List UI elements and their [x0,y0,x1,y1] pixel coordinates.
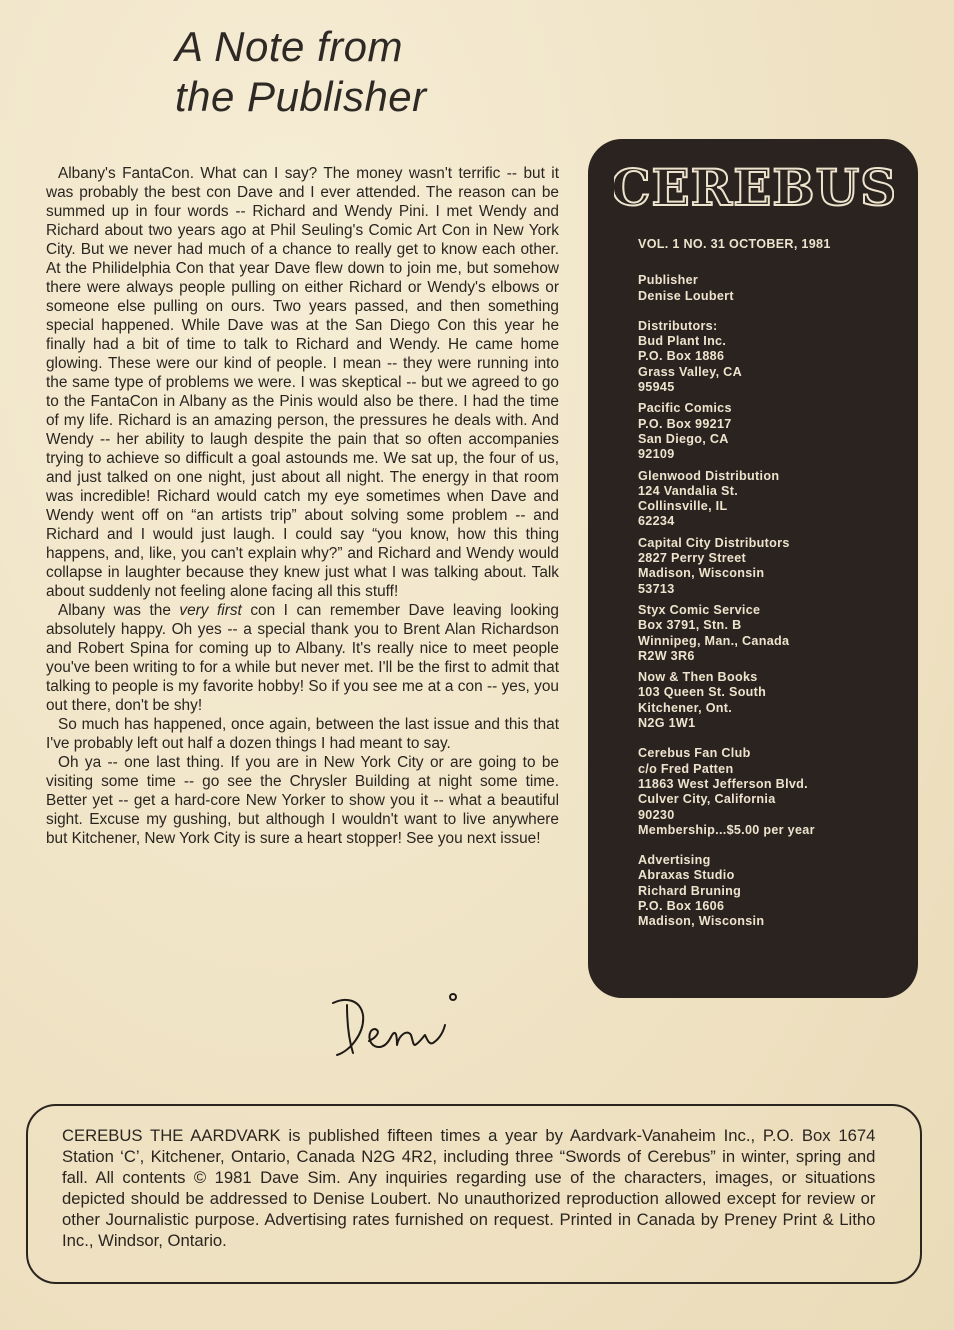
signature-deni [325,985,475,1065]
distributor-block: Styx Comic Service Box 3791, Stn. B Winnipeg, Man., Canada R2W 3R6 [638,602,790,663]
publisher-note-article [46,164,559,848]
article-paragraph: Oh ya -- one last thing. If you are in New York City or are going to be visiting some time -- go see the Chrysler Building at night some time. Better yet -- get a hard-core New Yorker to show you it -- what a beautiful sight. Excuse my gushing, but although I wouldn't want to live anywhere but Kitchener, New York City is sure a heart stopper! See you next issue! [46,754,559,847]
distributor-block: Pacific Comics P.O. Box 99217 San Diego, CA 92109 [638,401,732,462]
masthead-panel [588,139,918,998]
distributor-block: Now & Then Books 103 Queen St. South Kitchener, Ont. N2G 1W1 [638,670,767,731]
svg-text:CEREBUS: CEREBUS [614,161,894,217]
article-paragraph: Albany's FantaCon. What can I say? The money wasn't terrific -- but it was probably the best con Dave and I ever attended. The reason can be summed up in four words -- Richard and Wendy Pini. I met Wendy and Richard about two years ago at Phil Seuling's Comic Art Con in New York City. But we never had much of a chance to really get to know each other. At the Philidelphia Con that year Dave flew down to join me, but somehow there were always people pulling on either Richard or Wendy's elbows or someone else pulling on ours. Two years passed, and then something special happened. While Dave was at the San Diego Con this year he finally had a bit of time to talk to Richard and Wendy. He came home glowing. These were our kind of people. I mean -- they were running into the same type of problems we were. I was skeptical -- but we agreed to go to the FantaCon in Albany as the Pinis would also be there. I had the time of my life. Richard is an amazing person, the pressures he deals with. And Wendy -- her ability to laugh despite the pain that so often accompanies trying to achieve so difficult a goal astounds me. We sat up, the four of us, and just talked on one night, just about all night. The energy in that room was incredible! Richard would catch my eye sometimes when Dave and Wendy went off on “an artists trip” about solving some problem -- and Richard and I would just laugh. I could say “you know, how this thing happens, and, like, you can't explain why?” and Richard and Wendy would collapse in laughter because they knew just what I was talking about. Talk about suddenly not feeling alone facing all this stuff! [46,165,559,600]
advertising-block: Advertising Abraxas Studio Richard Bruning P.O. Box 1606 Madison, Wisconsin [638,853,765,929]
legal-notice-box [26,1104,922,1284]
signature-icon [325,985,475,1065]
title-line-1: A Note from [175,23,404,70]
distributors-label: Distributors: [638,318,718,333]
publisher-block: Publisher Denise Loubert [638,273,734,303]
fan-club-block: Cerebus Fan Club c/o Fred Patten 11863 West Jefferson Blvd. Culver City, California 90230 Membership...$5.00 per year [638,746,815,837]
volume-info: VOL. 1 NO. 31 OCTOBER, 1981 [638,237,831,251]
masthead-text [638,237,898,936]
distributor-block: Glenwood Distribution 124 Vandalia St. Collinsville, IL 62234 [638,468,780,529]
title-line-2: the Publisher [175,73,427,120]
distributor-block: Capital City Distributors 2827 Perry Street Madison, Wisconsin 53713 [638,535,790,596]
article-paragraph: Albany was the very first con I can remember Dave leaving looking absolutely happy. Oh yes -- a special thank you to Brent Alan Richardson and Robert Spina for coming up to Albany. It's really nice to meet people you've been writing to for a while but never met. I'll be the first to admit that talking to people is my favorite hobby! So if you see me at a con -- yes, you out there, don't be shy! [46,602,559,714]
distributor-block: Distributors: Bud Plant Inc. P.O. Box 1886 Grass Valley, CA 95945 [638,319,898,395]
legal-notice-text: CEREBUS THE AARDVARK is published fifteen times a year by Aardvark-Vanaheim Inc., P.O. Box 1674 Station ‘C’, Kitchener, Ontario, Canada N2G 4R2, including three “Swords of Cerebus” in winter, spring and fall. All contents © 1981 Dave Sim. Any inquiries regarding use of the characters, images, or situations depicted should be addressed to Denise Loubert. No unauthorized reproduction allowed except for review or other Journalistic purpose. Advertising rates furnished on request. Printed in Canada by Preney Print & Litho Inc., Windsor, Ontario. [62,1126,876,1250]
article-paragraph: So much has happened, once again, between the last issue and this that I've probably left out half a dozen things I had meant to say. [46,716,559,752]
logo-icon [614,161,894,217]
cerebus-logo [614,161,894,217]
page-title [175,22,427,122]
emphasis-text: very first [179,602,242,619]
